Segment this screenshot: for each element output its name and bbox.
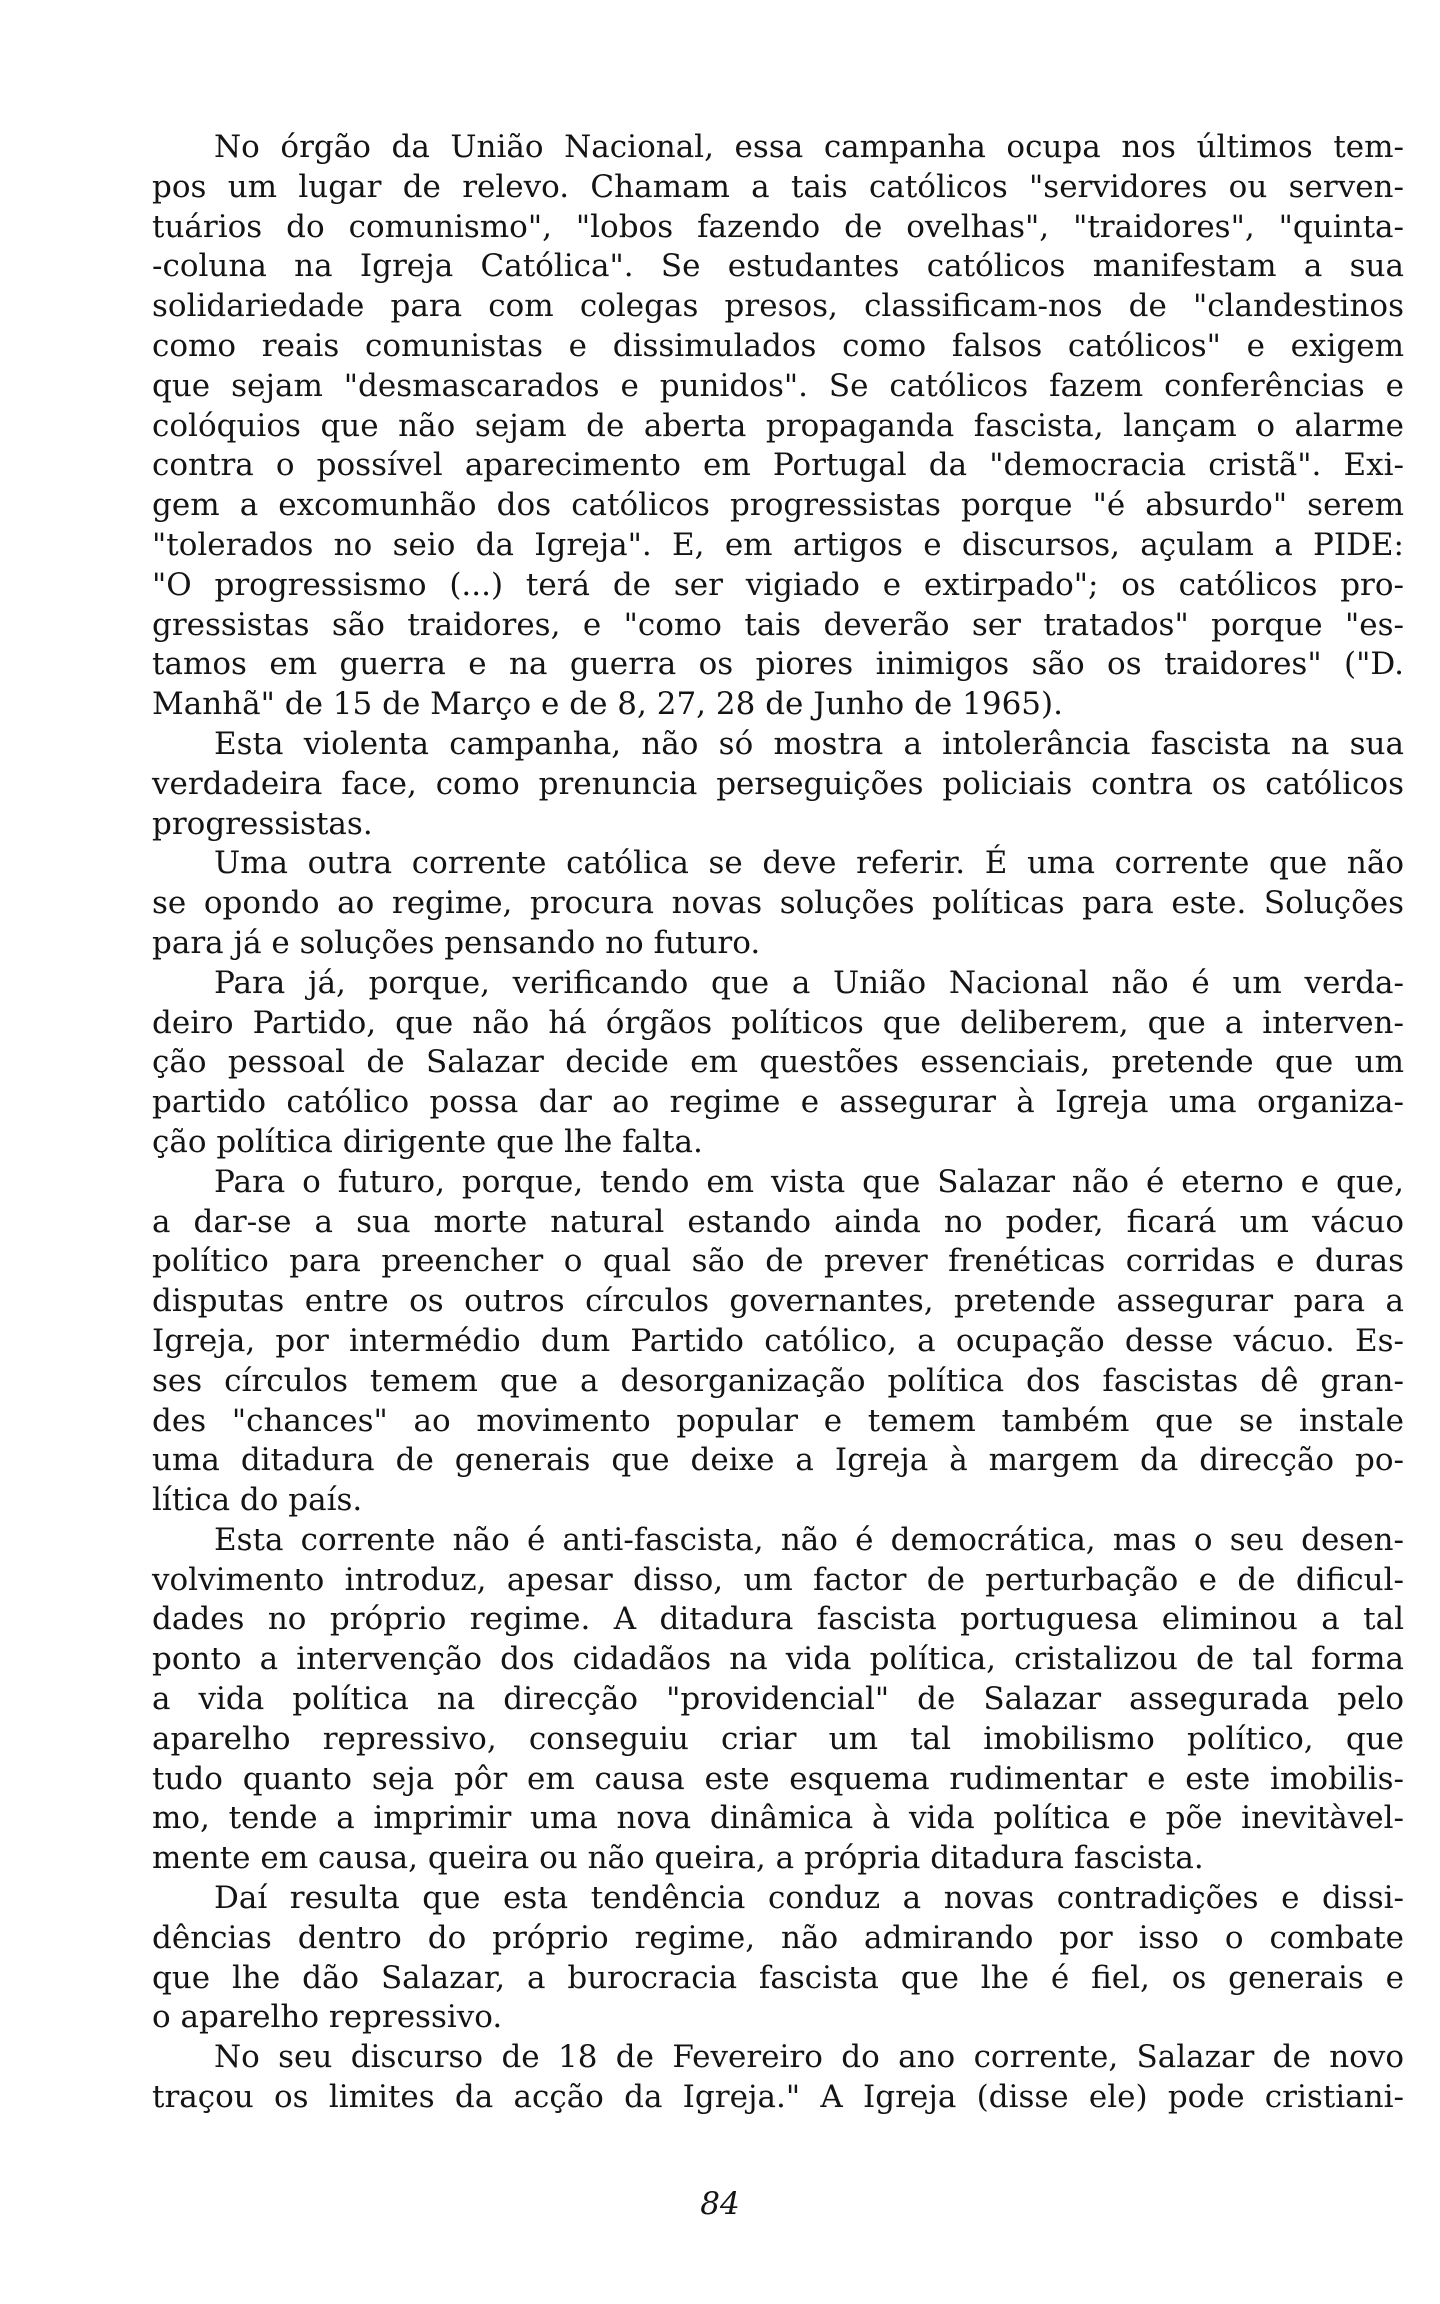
text-line: solidariedade para com colegas presos, classificam-nos de "clandestinos xyxy=(152,288,1404,325)
text-line: como reais comunistas e dissimulados como falsos católicos" e exigem xyxy=(152,327,1404,364)
text-line: tudo quanto seja pôr em causa este esquema rudimentar e este imobilis- xyxy=(152,1760,1404,1797)
text-line: se opondo ao regime, procura novas soluções políticas para este. Soluções xyxy=(152,885,1404,922)
text-line: tuários do comunismo", "lobos fazendo de ovelhas", "traidores", "quinta- xyxy=(152,208,1404,245)
text-line: traçou os limites da acção da Igreja." A Igreja (disse ele) pode cristiani- xyxy=(152,2079,1404,2116)
text-line: tamos em guerra e na guerra os piores inimigos são os traidores" ("D. xyxy=(152,646,1404,683)
text-line: ses círculos temem que a desorganização política dos fascistas dê gran- xyxy=(152,1362,1404,1399)
text-line: partido católico possa dar ao regime e assegurar à Igreja uma organiza- xyxy=(152,1084,1404,1121)
text-line: ção política dirigente que lhe falta. xyxy=(152,1123,703,1160)
text-line: político para preencher o qual são de prever frenéticas corridas e duras xyxy=(152,1243,1404,1280)
text-line: -coluna na Igreja Católica". Se estudantes católicos manifestam a sua xyxy=(152,248,1404,285)
text-line: dências dentro do próprio regime, não admirando por isso o combate xyxy=(152,1919,1404,1956)
text-line: a dar-se a sua morte natural estando ainda no poder, ficará um vácuo xyxy=(152,1203,1404,1240)
text-line: Uma outra corrente católica se deve referir. É uma corrente que não xyxy=(214,845,1404,882)
text-line: verdadeira face, como prenuncia perseguições policiais contra os católicos xyxy=(152,765,1404,802)
text-line: disputas entre os outros círculos governantes, pretende assegurar para a xyxy=(152,1283,1404,1320)
text-line: a vida política na direcção "providencial" de Salazar assegurada pelo xyxy=(152,1681,1404,1718)
text-line: des "chances" ao movimento popular e temem também que se instale xyxy=(152,1402,1404,1439)
text-line: mente em causa, queira ou não queira, a própria ditadura fascista. xyxy=(152,1840,1204,1877)
text-line: gressistas são traidores, e "como tais deverão ser tratados" porque "es- xyxy=(152,606,1404,643)
text-line: "O progressismo (...) terá de ser vigiado e extirpado"; os católicos pro- xyxy=(152,566,1404,603)
text-line: ponto a intervenção dos cidadãos na vida política, cristalizou de tal forma xyxy=(152,1641,1404,1678)
text-line: pos um lugar de relevo. Chamam a tais católicos "servidores ou serven- xyxy=(152,168,1404,205)
text-line: colóquios que não sejam de aberta propaganda fascista, lançam o alarme xyxy=(152,407,1404,444)
text-line: Daí resulta que esta tendência conduz a novas contradições e dissi- xyxy=(214,1880,1404,1917)
text-line: aparelho repressivo, conseguiu criar um tal imobilismo político, que xyxy=(152,1720,1404,1757)
text-line: Para já, porque, verificando que a União Nacional não é um verda- xyxy=(214,964,1404,1001)
text-line: Esta corrente não é anti-fascista, não é democrática, mas o seu desen- xyxy=(214,1521,1404,1558)
page-body-text xyxy=(152,128,1404,2118)
text-line: volvimento introduz, apesar disso, um factor de perturbação e de dificul- xyxy=(152,1561,1404,1598)
text-line: deiro Partido, que não há órgãos políticos que deliberem, que a interven- xyxy=(152,1004,1404,1041)
text-line: lítica do país. xyxy=(152,1482,363,1519)
text-line: Igreja, por intermédio dum Partido católico, a ocupação desse vácuo. Es- xyxy=(152,1322,1404,1359)
text-line: ção pessoal de Salazar decide em questões essenciais, pretende que um xyxy=(152,1044,1404,1081)
text-line: contra o possível aparecimento em Portugal da "democracia cristã". Exi- xyxy=(152,447,1404,484)
text-line: que lhe dão Salazar, a burocracia fascista que lhe é fiel, os generais e xyxy=(152,1959,1404,1996)
text-line: progressistas. xyxy=(152,805,373,842)
text-line: Manhã" de 15 de Março e de 8, 27, 28 de Junho de 1965). xyxy=(152,686,1063,723)
text-line: o aparelho repressivo. xyxy=(152,1999,503,2036)
text-line: uma ditadura de generais que deixe a Igreja à margem da direcção po- xyxy=(152,1442,1404,1479)
text-line: Para o futuro, porque, tendo em vista que Salazar não é eterno e que, xyxy=(214,1163,1404,1200)
text-line: que sejam "desmascarados e punidos". Se católicos fazem conferências e xyxy=(152,367,1404,404)
text-line: para já e soluções pensando no futuro. xyxy=(152,924,761,961)
text-line: dades no próprio regime. A ditadura fascista portuguesa eliminou a tal xyxy=(152,1601,1404,1638)
text-line: "tolerados no seio da Igreja". E, em artigos e discursos, açulam a PIDE: xyxy=(152,526,1404,563)
text-line: gem a excomunhão dos católicos progressistas porque "é absurdo" serem xyxy=(152,487,1404,524)
text-line: Esta violenta campanha, não só mostra a intolerância fascista na sua xyxy=(214,725,1404,762)
text-line: mo, tende a imprimir uma nova dinâmica à vida política e põe inevitàvel- xyxy=(152,1800,1404,1837)
page-number: 84 xyxy=(700,2186,740,2222)
text-line: No seu discurso de 18 de Fevereiro do ano corrente, Salazar de novo xyxy=(214,2039,1404,2076)
text-line: No órgão da União Nacional, essa campanha ocupa nos últimos tem- xyxy=(214,129,1404,165)
